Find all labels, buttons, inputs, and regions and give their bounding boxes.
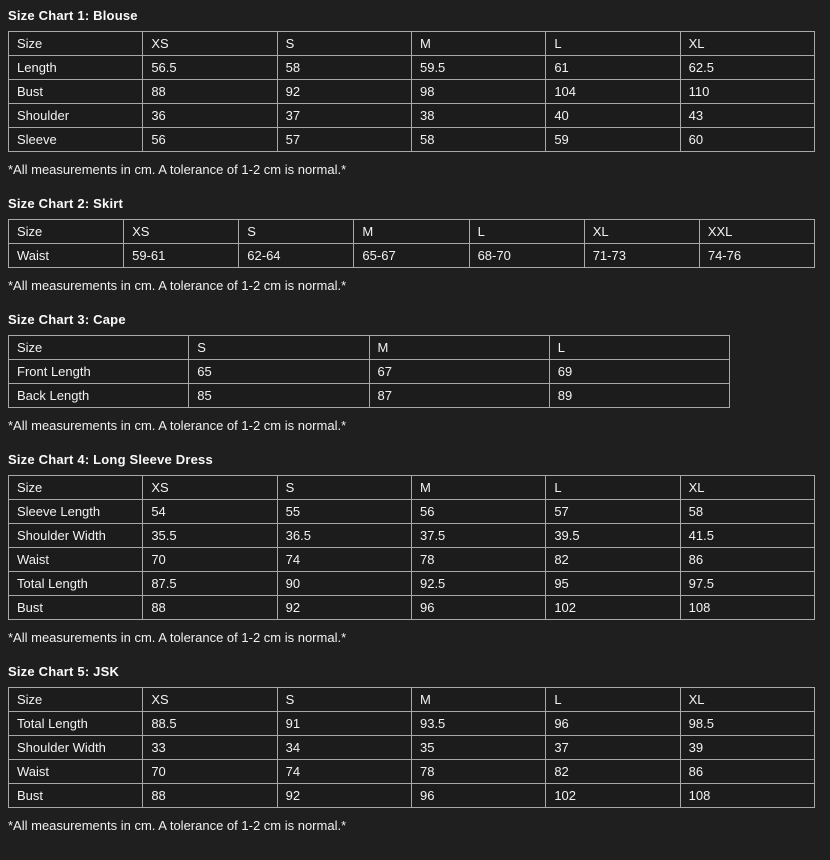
row-label: Front Length	[9, 360, 189, 384]
table-row	[9, 736, 815, 760]
header-row	[9, 220, 815, 244]
size-chart-section	[8, 8, 822, 177]
value-cell: 82	[546, 548, 680, 572]
value-cell: 68-70	[469, 244, 584, 268]
size-chart-title: Size Chart 2: Skirt	[8, 196, 124, 211]
value-cell: 71-73	[584, 244, 699, 268]
value-cell: 36	[143, 104, 277, 128]
header-cell: S	[277, 688, 411, 712]
header-row	[9, 688, 815, 712]
measurement-footnote: *All measurements in cm. A tolerance of 1-2 cm is normal.*	[8, 818, 347, 833]
value-cell: 56	[411, 500, 545, 524]
value-cell: 96	[411, 596, 545, 620]
table-row	[9, 80, 815, 104]
value-cell: 54	[143, 500, 277, 524]
measurement-footnote: *All measurements in cm. A tolerance of 1-2 cm is normal.*	[8, 278, 347, 293]
header-cell: Size	[9, 32, 143, 56]
value-cell: 93.5	[411, 712, 545, 736]
value-cell: 90	[277, 572, 411, 596]
value-cell: 88.5	[143, 712, 277, 736]
header-cell: L	[546, 32, 680, 56]
value-cell: 85	[189, 384, 369, 408]
value-cell: 35	[411, 736, 545, 760]
value-cell: 41.5	[680, 524, 814, 548]
header-row	[9, 336, 730, 360]
header-cell: Size	[9, 336, 189, 360]
table-row	[9, 572, 815, 596]
row-label: Bust	[9, 80, 143, 104]
table-row	[9, 524, 815, 548]
row-label: Sleeve Length	[9, 500, 143, 524]
value-cell: 37	[277, 104, 411, 128]
size-chart-table	[8, 219, 815, 268]
header-cell: L	[546, 476, 680, 500]
value-cell: 97.5	[680, 572, 814, 596]
value-cell: 70	[143, 548, 277, 572]
measurement-footnote: *All measurements in cm. A tolerance of 1-2 cm is normal.*	[8, 162, 347, 177]
value-cell: 78	[411, 760, 545, 784]
row-label: Shoulder	[9, 104, 143, 128]
value-cell: 92	[277, 80, 411, 104]
value-cell: 43	[680, 104, 814, 128]
header-cell: XS	[143, 32, 277, 56]
value-cell: 88	[143, 784, 277, 808]
value-cell: 87	[369, 384, 549, 408]
value-cell: 69	[549, 360, 729, 384]
header-cell: XXL	[699, 220, 814, 244]
header-cell: Size	[9, 688, 143, 712]
value-cell: 95	[546, 572, 680, 596]
value-cell: 92.5	[411, 572, 545, 596]
value-cell: 33	[143, 736, 277, 760]
header-cell: XS	[124, 220, 239, 244]
value-cell: 55	[277, 500, 411, 524]
value-cell: 56.5	[143, 56, 277, 80]
table-row	[9, 760, 815, 784]
value-cell: 70	[143, 760, 277, 784]
header-row	[9, 476, 815, 500]
table-row	[9, 128, 815, 152]
value-cell: 82	[546, 760, 680, 784]
value-cell: 86	[680, 760, 814, 784]
value-cell: 59-61	[124, 244, 239, 268]
table-row	[9, 548, 815, 572]
size-chart-table	[8, 475, 815, 620]
row-label: Sleeve	[9, 128, 143, 152]
size-chart-section	[8, 664, 822, 833]
row-label: Bust	[9, 596, 143, 620]
header-cell: S	[239, 220, 354, 244]
value-cell: 59.5	[411, 56, 545, 80]
table-row	[9, 596, 815, 620]
size-chart-section	[8, 452, 822, 645]
value-cell: 98.5	[680, 712, 814, 736]
size-chart-title: Size Chart 5: JSK	[8, 664, 120, 679]
size-chart-section	[8, 312, 822, 433]
value-cell: 35.5	[143, 524, 277, 548]
value-cell: 65-67	[354, 244, 469, 268]
row-label: Shoulder Width	[9, 736, 143, 760]
value-cell: 78	[411, 548, 545, 572]
table-row	[9, 784, 815, 808]
row-label: Total Length	[9, 572, 143, 596]
header-cell: M	[411, 688, 545, 712]
header-cell: XL	[584, 220, 699, 244]
value-cell: 37.5	[411, 524, 545, 548]
header-cell: XL	[680, 476, 814, 500]
value-cell: 108	[680, 784, 814, 808]
table-row	[9, 244, 815, 268]
row-label: Waist	[9, 244, 124, 268]
value-cell: 87.5	[143, 572, 277, 596]
header-cell: XL	[680, 32, 814, 56]
value-cell: 86	[680, 548, 814, 572]
header-cell: M	[369, 336, 549, 360]
header-cell: M	[411, 476, 545, 500]
table-row	[9, 104, 815, 128]
row-label: Waist	[9, 760, 143, 784]
size-charts-page	[8, 8, 822, 833]
header-cell: XL	[680, 688, 814, 712]
value-cell: 62.5	[680, 56, 814, 80]
size-chart-title: Size Chart 4: Long Sleeve Dress	[8, 452, 213, 467]
value-cell: 36.5	[277, 524, 411, 548]
value-cell: 56	[143, 128, 277, 152]
value-cell: 39	[680, 736, 814, 760]
header-cell: M	[411, 32, 545, 56]
header-cell: S	[277, 476, 411, 500]
value-cell: 88	[143, 80, 277, 104]
header-cell: L	[469, 220, 584, 244]
value-cell: 39.5	[546, 524, 680, 548]
value-cell: 59	[546, 128, 680, 152]
value-cell: 98	[411, 80, 545, 104]
value-cell: 67	[369, 360, 549, 384]
measurement-footnote: *All measurements in cm. A tolerance of 1-2 cm is normal.*	[8, 418, 347, 433]
table-row	[9, 360, 730, 384]
row-label: Waist	[9, 548, 143, 572]
value-cell: 37	[546, 736, 680, 760]
header-row	[9, 32, 815, 56]
header-cell: L	[546, 688, 680, 712]
size-chart-table	[8, 687, 815, 808]
row-label: Total Length	[9, 712, 143, 736]
value-cell: 96	[546, 712, 680, 736]
size-chart-table	[8, 31, 815, 152]
value-cell: 104	[546, 80, 680, 104]
value-cell: 58	[411, 128, 545, 152]
value-cell: 102	[546, 784, 680, 808]
table-row	[9, 56, 815, 80]
size-chart-title: Size Chart 1: Blouse	[8, 8, 138, 23]
value-cell: 62-64	[239, 244, 354, 268]
value-cell: 88	[143, 596, 277, 620]
value-cell: 65	[189, 360, 369, 384]
value-cell: 110	[680, 80, 814, 104]
value-cell: 74	[277, 548, 411, 572]
value-cell: 102	[546, 596, 680, 620]
header-cell: XS	[143, 476, 277, 500]
value-cell: 34	[277, 736, 411, 760]
value-cell: 61	[546, 56, 680, 80]
header-cell: L	[549, 336, 729, 360]
value-cell: 58	[680, 500, 814, 524]
value-cell: 60	[680, 128, 814, 152]
size-chart-section	[8, 196, 822, 293]
header-cell: S	[189, 336, 369, 360]
value-cell: 92	[277, 784, 411, 808]
header-cell: Size	[9, 476, 143, 500]
header-cell: XS	[143, 688, 277, 712]
measurement-footnote: *All measurements in cm. A tolerance of 1-2 cm is normal.*	[8, 630, 347, 645]
row-label: Shoulder Width	[9, 524, 143, 548]
value-cell: 74	[277, 760, 411, 784]
row-label: Back Length	[9, 384, 189, 408]
value-cell: 96	[411, 784, 545, 808]
row-label: Bust	[9, 784, 143, 808]
value-cell: 57	[277, 128, 411, 152]
size-chart-table	[8, 335, 730, 408]
header-cell: S	[277, 32, 411, 56]
table-row	[9, 712, 815, 736]
value-cell: 57	[546, 500, 680, 524]
table-row	[9, 500, 815, 524]
value-cell: 74-76	[699, 244, 814, 268]
value-cell: 58	[277, 56, 411, 80]
value-cell: 38	[411, 104, 545, 128]
value-cell: 92	[277, 596, 411, 620]
row-label: Length	[9, 56, 143, 80]
value-cell: 40	[546, 104, 680, 128]
header-cell: Size	[9, 220, 124, 244]
value-cell: 108	[680, 596, 814, 620]
value-cell: 89	[549, 384, 729, 408]
table-row	[9, 384, 730, 408]
header-cell: M	[354, 220, 469, 244]
value-cell: 91	[277, 712, 411, 736]
size-chart-title: Size Chart 3: Cape	[8, 312, 126, 327]
